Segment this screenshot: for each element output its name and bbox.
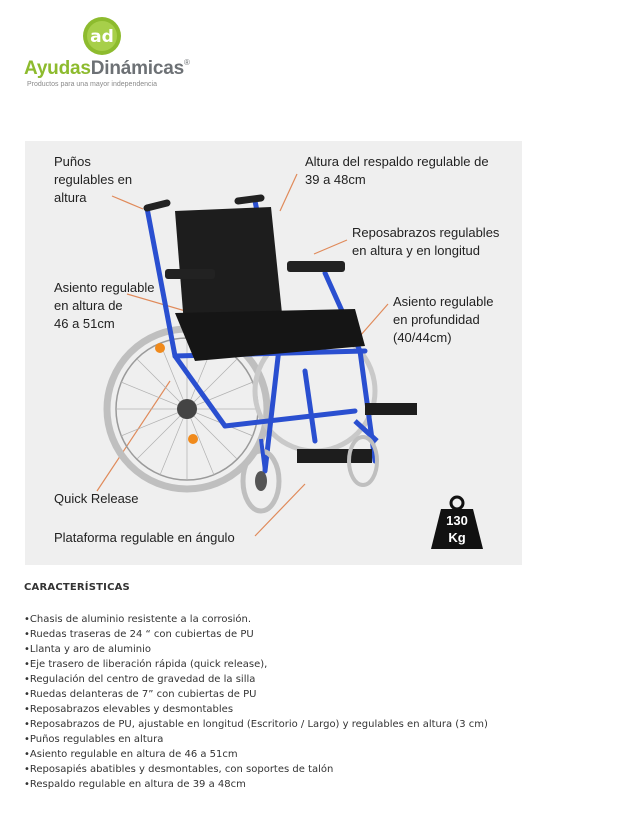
product-image-panel	[25, 141, 522, 565]
weight-unit: Kg	[448, 530, 466, 545]
logo-mark-letters: ad	[90, 27, 114, 47]
max-weight-badge	[429, 495, 485, 551]
features-title: CARACTERÍSTICAS	[24, 582, 130, 593]
features-list	[24, 612, 488, 792]
list-item: • Chasis de aluminio resistente a la corrosión.	[24, 612, 488, 627]
logo-word-ayudas: Ayudas	[24, 58, 91, 79]
logo-word-dinamicas: Dinámicas	[90, 58, 184, 79]
list-item: • Reposabrazos elevables y desmontables	[24, 702, 488, 717]
logo-tagline: Productos para una mayor independencia	[27, 81, 157, 88]
list-item: • Puños regulables en altura	[24, 732, 488, 747]
brand-logo[interactable]	[22, 16, 222, 96]
logo-mark-icon	[82, 16, 122, 56]
label-asiento-profundidad: Asiento regulable en profundidad (40/44cm)	[393, 294, 494, 345]
list-item: • Respaldo regulable en altura de 39 a 48cm	[24, 777, 488, 792]
label-reposabrazos: Reposabrazos regulables en altura y en longitud	[352, 225, 500, 258]
list-item: • Llanta y aro de aluminio	[24, 642, 488, 657]
weight-value: 130	[446, 513, 468, 528]
registered-mark: ®	[183, 57, 190, 67]
label-respaldo: Altura del respaldo regulable de 39 a 48cm	[305, 154, 489, 187]
list-item: • Asiento regulable en altura de 46 a 51cm	[24, 747, 488, 762]
list-item: • Reposabrazos de PU, ajustable en longitud (Escritorio / Largo) y regulables en altura (3 cm)	[24, 717, 488, 732]
list-item: • Reposapiés abatibles y desmontables, con soportes de talón	[24, 762, 488, 777]
caster-wheels	[243, 437, 377, 511]
label-asiento-altura: Asiento regulable en altura de 46 a 51cm	[54, 280, 155, 331]
left-armrest	[165, 269, 215, 279]
label-quick-release: Quick Release	[54, 491, 139, 506]
list-item: • Ruedas delanteras de 7” con cubiertas de PU	[24, 687, 488, 702]
logo-wordmark	[24, 58, 190, 80]
push-handles	[147, 198, 261, 208]
label-punos: Puños regulables en altura	[54, 154, 133, 205]
list-item: • Regulación del centro de gravedad de la silla	[24, 672, 488, 687]
list-item: • Ruedas traseras de 24 “ con cubiertas de PU	[24, 627, 488, 642]
right-armrest	[287, 261, 345, 272]
list-item: • Eje trasero de liberación rápida (quick release),	[24, 657, 488, 672]
label-plataforma: Plataforma regulable en ángulo	[54, 530, 235, 545]
